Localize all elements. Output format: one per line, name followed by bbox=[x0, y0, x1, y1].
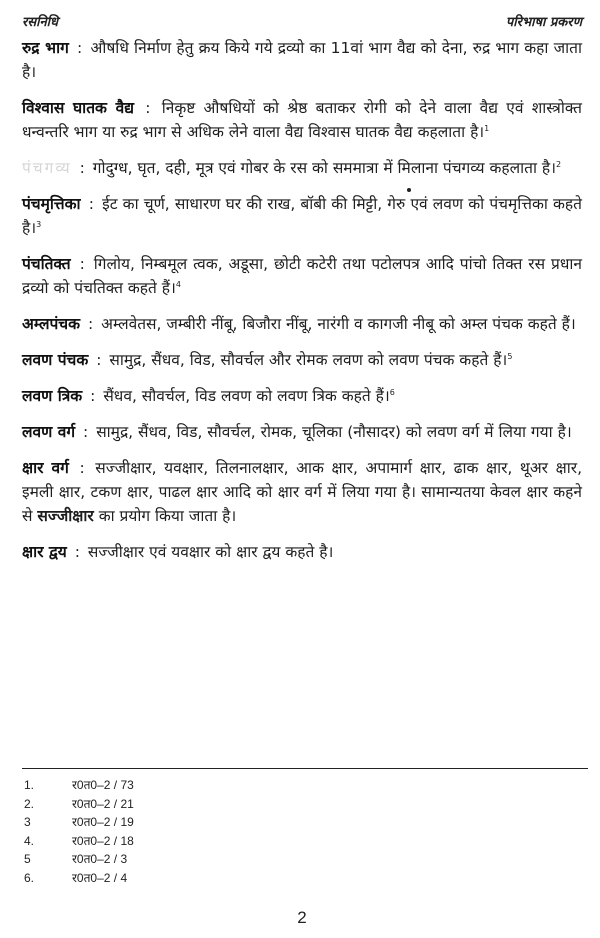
definition-term: क्षार वर्ग bbox=[22, 459, 69, 477]
footnote-reference: र0त0–2 / 18 bbox=[72, 833, 134, 848]
footnote-item bbox=[24, 795, 424, 814]
definition-entry bbox=[22, 420, 582, 444]
footnote-item bbox=[24, 776, 424, 795]
footnote-reference: र0त0–2 / 21 bbox=[72, 796, 134, 811]
definition-entry bbox=[22, 36, 582, 84]
running-header bbox=[22, 12, 582, 32]
term-separator: : bbox=[83, 423, 89, 441]
definition-text: ईट का चूर्ण, साधारण घर की राख, बॉबी की मिट्टी, गेरु एवं लवण को पंचमृत्तिका कहते है। bbox=[22, 195, 582, 237]
footnote-divider bbox=[22, 768, 588, 769]
definition-entry bbox=[22, 252, 582, 300]
footnote-marker: 4 bbox=[175, 279, 181, 289]
definition-term: लवण वर्ग bbox=[22, 423, 76, 441]
book-title: रसनिधि bbox=[22, 15, 59, 30]
definition-entry bbox=[22, 192, 582, 240]
footnote-marker: 2 bbox=[556, 159, 562, 169]
footnote-number: 1. bbox=[24, 778, 35, 792]
footnote-number: 5 bbox=[24, 852, 31, 866]
term-separator: : bbox=[79, 159, 85, 177]
definition-term: पंचमृत्तिका bbox=[22, 195, 81, 213]
footnote-list bbox=[24, 776, 424, 887]
page-number: 2 bbox=[297, 908, 307, 927]
term-separator: : bbox=[90, 387, 96, 405]
term-separator: : bbox=[79, 255, 85, 273]
footnote-number: 6. bbox=[24, 870, 35, 885]
definition-list bbox=[22, 36, 582, 576]
definition-text-continued: का प्रयोग किया जाता है। bbox=[98, 507, 237, 525]
footnote-marker: 5 bbox=[507, 351, 513, 361]
footnote-number: 4. bbox=[24, 833, 35, 848]
definition-entry bbox=[22, 456, 582, 528]
footnote-reference: र0त0–2 / 73 bbox=[72, 778, 134, 792]
emphasized-term: सज्जीक्षार bbox=[37, 507, 94, 525]
footnote-number: 2. bbox=[24, 796, 35, 811]
definition-term: रुद्र भाग bbox=[22, 39, 69, 57]
definition-term: क्षार द्वय bbox=[22, 543, 67, 561]
definition-text: गिलोय, निम्बमूल त्वक, अडूसा, छोटी कटेरी तथा पटोलपत्र आदि पांचो तिक्त रस प्रधान द्रव्यो को पंचतिक्त कहते हैं। bbox=[22, 255, 582, 297]
definition-text: सामुद्र, सैंधव, विड, सौवर्चल, रोमक, चूलिका (नौसादर) को लवण वर्ग में लिया गया है। bbox=[96, 423, 572, 441]
definition-text: गोदुग्ध, घृत, दही, मूत्र एवं गोबर के रस को सममात्रा में मिलाना पंचगव्य कहलाता है। bbox=[92, 159, 557, 177]
term-separator: : bbox=[145, 99, 151, 117]
definition-text: सामुद्र, सैंधव, विड, सौवर्चल और रोमक लवण को लवण पंचक कहते हैं। bbox=[109, 351, 508, 369]
definition-text: औषधि निर्माण हेतु क्रय किये गये द्रव्यो का 11वां भाग वैद्य को देना, रुद्र भाग कहा जाता है। bbox=[22, 39, 582, 81]
definition-term: विश्वास घातक वैद्य bbox=[22, 99, 135, 117]
term-separator: : bbox=[88, 195, 94, 213]
footnote-item bbox=[24, 869, 424, 888]
definition-entry bbox=[22, 348, 582, 372]
definition-entry bbox=[22, 96, 582, 144]
footnote-item bbox=[24, 813, 424, 832]
definition-term: लवण पंचक bbox=[22, 351, 89, 369]
chapter-title: परिभाषा प्रकरण bbox=[505, 15, 582, 30]
definition-text: निकृष्ट औषधियों को श्रेष्ठ बताकर रोगी को देने वाला वैद्य एवं शास्त्रोक्त धन्वन्तरि भाग या रुद्र भाग से अधिक लेने वाला वैद्य विश्वास घातक वैद्य कहलाता है। bbox=[22, 99, 582, 141]
definition-term: लवण त्रिक bbox=[22, 387, 83, 405]
footnote-reference: र0त0–2 / 19 bbox=[72, 815, 134, 829]
definition-entry bbox=[22, 312, 582, 336]
term-separator: : bbox=[79, 459, 85, 477]
term-separator: : bbox=[96, 351, 102, 369]
term-separator: : bbox=[77, 39, 83, 57]
term-separator: : bbox=[87, 315, 94, 333]
footnote-reference: र0त0–2 / 3 bbox=[72, 852, 128, 866]
definition-text: सज्जीक्षार, यवक्षार, तिलनालक्षार, आक क्षार, अपामार्ग क्षार, ढाक क्षार, थूअर क्षार, इमली क्षार, टकण क्षार, पाढल क्षार आदि को क्षार वर्ग में लिया गया है। सामान्यतया केवल क्षार कहने से bbox=[22, 459, 582, 525]
footnote-item bbox=[24, 832, 424, 851]
footnote-marker: 3 bbox=[36, 219, 42, 229]
definition-term: अम्लपंचक bbox=[22, 315, 81, 333]
term-separator: : bbox=[74, 543, 80, 561]
definition-term: पंचतिक्त bbox=[22, 255, 71, 273]
footnote-marker: 6 bbox=[389, 387, 395, 397]
definition-entry bbox=[22, 156, 582, 180]
definition-entry bbox=[22, 540, 582, 564]
book-page bbox=[22, 0, 582, 938]
definition-text: सैंधव, सौवर्चल, विड लवण को लवण त्रिक कहते हैं। bbox=[103, 387, 390, 405]
footnote-reference: र0त0–2 / 4 bbox=[72, 870, 128, 885]
scan-artifact-dot bbox=[407, 188, 411, 192]
definition-entry bbox=[22, 384, 582, 408]
footnote-number: 3 bbox=[24, 815, 31, 829]
definition-text: सज्जीक्षार एवं यवक्षार को क्षार द्वय कहते है। bbox=[87, 543, 334, 561]
definition-term: पंचगव्य bbox=[22, 159, 72, 177]
footnote-marker: 1 bbox=[484, 123, 490, 133]
definition-text: अम्लवेतस, जम्बीरी नींबू, बिजौरा नींबू, नारंगी व कागजी नीबू को अम्ल पंचक कहते हैं। bbox=[101, 315, 576, 333]
footnote-item bbox=[24, 850, 424, 869]
